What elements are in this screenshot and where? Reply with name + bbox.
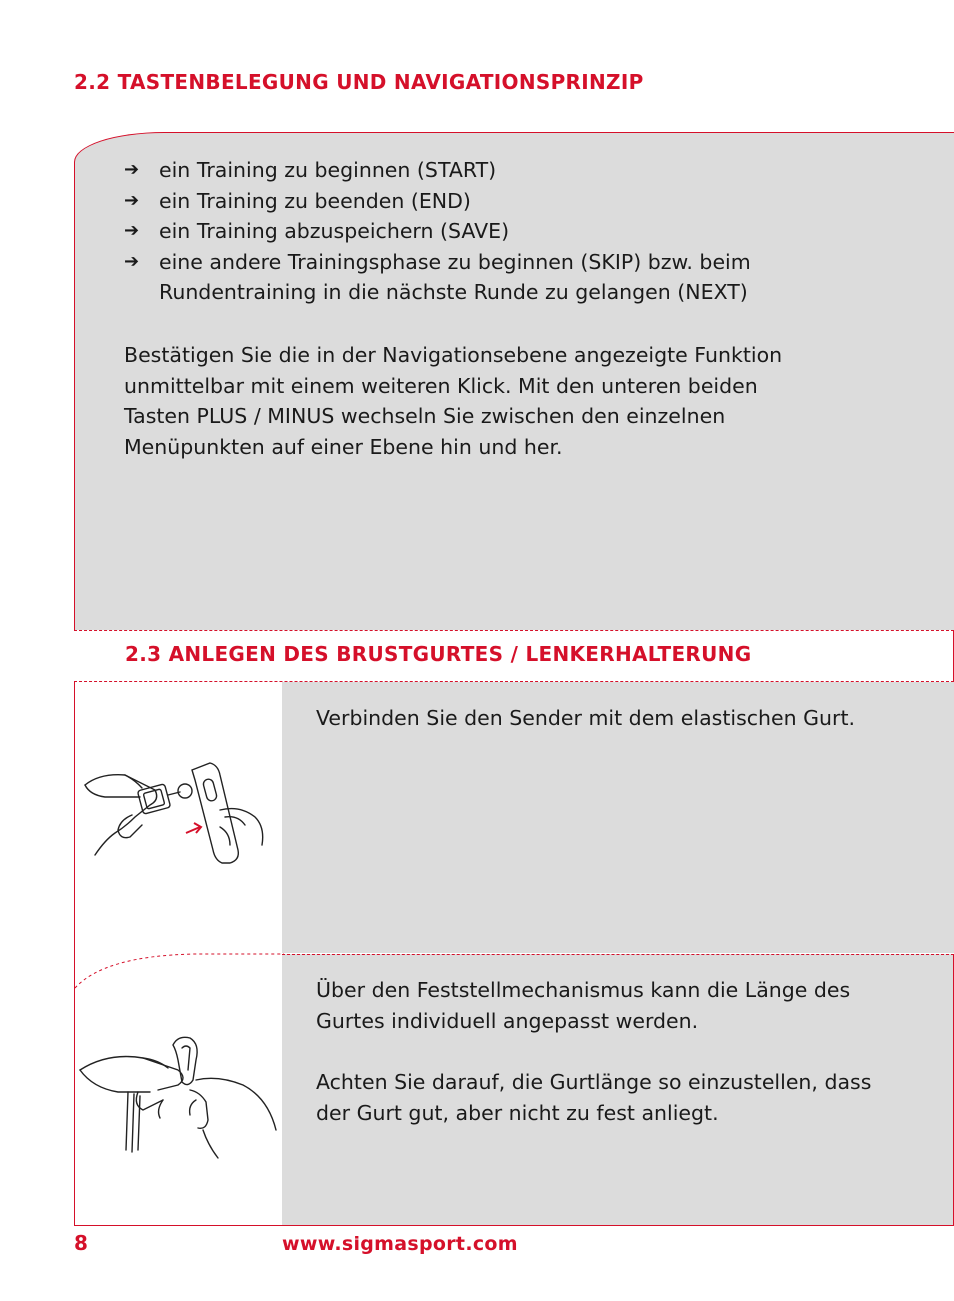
section-23-title: 2.3 ANLEGEN DES BRUSTGURTES / LENKERHALTERUNG [125, 642, 752, 666]
list-item: ➔ ein Training zu beenden (END) [124, 186, 819, 217]
arrow-right-icon: ➔ [124, 250, 140, 272]
step2-text-b: Achten Sie darauf, die Gurtlänge so einzustellen, dass der Gurt gut, aber nicht zu fest anliegt. [316, 1070, 872, 1125]
arrow-right-icon: ➔ [124, 189, 140, 211]
step2-text-a: Über den Feststellmechanismus kann die Länge des Gurtes individuell angepasst werden. [316, 978, 851, 1033]
list-item: ➔ ein Training zu beginnen (START) [124, 155, 819, 186]
bullet-list [124, 155, 819, 308]
sender-strap-illustration [80, 755, 275, 870]
arrow-right-icon: ➔ [124, 159, 140, 180]
arrow-right-icon: ➔ [124, 220, 140, 242]
page-number: 8 [74, 1231, 88, 1255]
section-22-title: 2.2 TASTENBELEGUNG UND NAVIGATIONSPRINZIP [74, 70, 644, 94]
website-link[interactable]: www.sigmasport.com [282, 1233, 518, 1255]
list-item: ➔ ein Training abzuspeichern (SAVE) [124, 216, 819, 247]
dashed-divider [74, 950, 284, 990]
navigation-paragraph: Bestätigen Sie die in der Navigationsebene angezeigte Funktion unmittelbar mit einem weiteren Klick. Mit den unteren beiden Tasten PLUS / MINUS wechseln Sie zwischen den einzelnen Menüpunkten auf einer Ebene hin und her. [124, 343, 783, 459]
step1-text: Verbinden Sie den Sender mit dem elastischen Gurt. [316, 706, 856, 730]
strap-adjust-illustration [78, 1030, 283, 1165]
list-item: ➔ eine andere Trainingsphase zu beginnen (SKIP) bzw. beim Rundentraining in die nächste Runde zu gelangen (NEXT) [124, 247, 819, 308]
